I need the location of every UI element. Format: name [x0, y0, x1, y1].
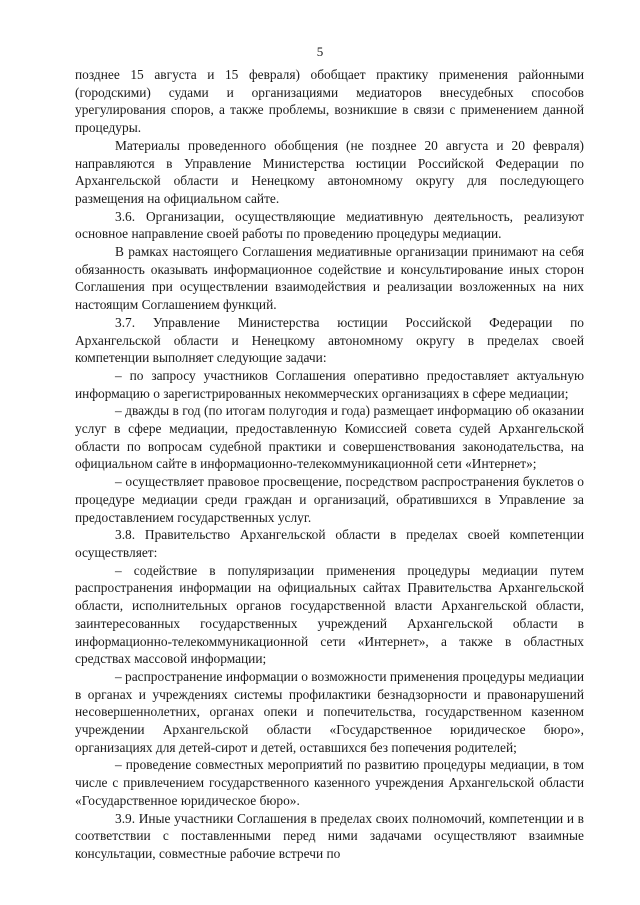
- paragraph-materials: Материалы проведенного обобщения (не позднее 20 августа и 20 февраля) направляются в Управление Министерства юстиции Российской Федерации по Архангельской области и Ненецкому автономному округу для последующего размещения на официальном сайте.: [75, 137, 584, 206]
- paragraph-3-9: 3.9. Иные участники Соглашения в пределах своих полномочий, компетенции и в соответствии с поставленными перед ними задачами осуществляют взаимные консультации, совместные рабочие встречи по: [75, 810, 584, 861]
- list-item-3-8-3: – проведение совместных мероприятий по развитию процедуры медиации, в том числе с привлечением государственного казенного учреждения Архангельской области «Государственное юридическое бюро».: [75, 757, 584, 808]
- paragraph-mediation-orgs: В рамках настоящего Соглашения медиативные организации принимают на себя обязанность оказывать информационное содействие и консультирование иных сторон Соглашения при осуществлении взаимодействия и реализации возложенных на них настоящим Соглашением функций.: [75, 244, 584, 313]
- page-number: 5: [316, 44, 324, 59]
- document-body: [75, 66, 584, 863]
- paragraph-3-7: 3.7. Управление Министерства юстиции Российской Федерации по Архангельской области и Ненецкому автономному округу в пределах своей компетенции выполняет следующие задачи:: [75, 314, 584, 366]
- list-item-3-7-1: – по запросу участников Соглашения оперативно предоставляет актуальную информацию о зарегистрированных некоммерческих организациях в сфере медиации;: [75, 367, 584, 401]
- list-item-3-7-2: – дважды в год (по итогам полугодия и года) размещает информацию об оказании услуг в сфере медиации, предоставленную Комиссией совета судей Архангельской области по вопросам судебной практики и совершенствования законодательства, на официальном сайте в информационно-телекоммуникационной сети «Интернет»;: [75, 403, 584, 472]
- paragraph-continuation: позднее 15 августа и 15 февраля) обобщает практику применения районными (городскими) судами и организациями медиаторов внесудебных способов урегулирования споров, а также проблемы, возникшие в связи с применением данной процедуры.: [75, 67, 584, 136]
- paragraph-3-8: 3.8. Правительство Архангельской области в пределах своей компетенции осуществляет:: [75, 527, 584, 560]
- list-item-3-7-3: – осуществляет правовое просвещение, посредством распространения буклетов о процедуре медиации среди граждан и организаций, обратившихся в Управление за предоставлением государственных услуг.: [75, 474, 584, 525]
- list-item-3-8-1: – содействие в популяризации применения процедуры медиации путем распространения информации на официальных сайтах Правительства Архангельской области, исполнительных органов государственной власти Архангельской области, заинтересованных государственных учреждений Архангельской области в информационно-телекоммуникационной сети «Интернет», а также в областных средствах массовой информации;: [75, 562, 584, 667]
- paragraph-3-6: 3.6. Организации, осуществляющие медиативную деятельность, реализуют основное направление своей работы по проведению процедуры медиации.: [75, 208, 584, 242]
- list-item-3-8-2: – распространение информации о возможности применения процедуры медиации в органах и учреждениях системы профилактики безнадзорности и правонарушений несовершеннолетних, органах опеки и попечительства, государственном казенном учреждении Архангельской области «Государственное юридическое бюро», организациях для детей-сирот и детей, оставшихся без попечения родителей;: [75, 668, 584, 755]
